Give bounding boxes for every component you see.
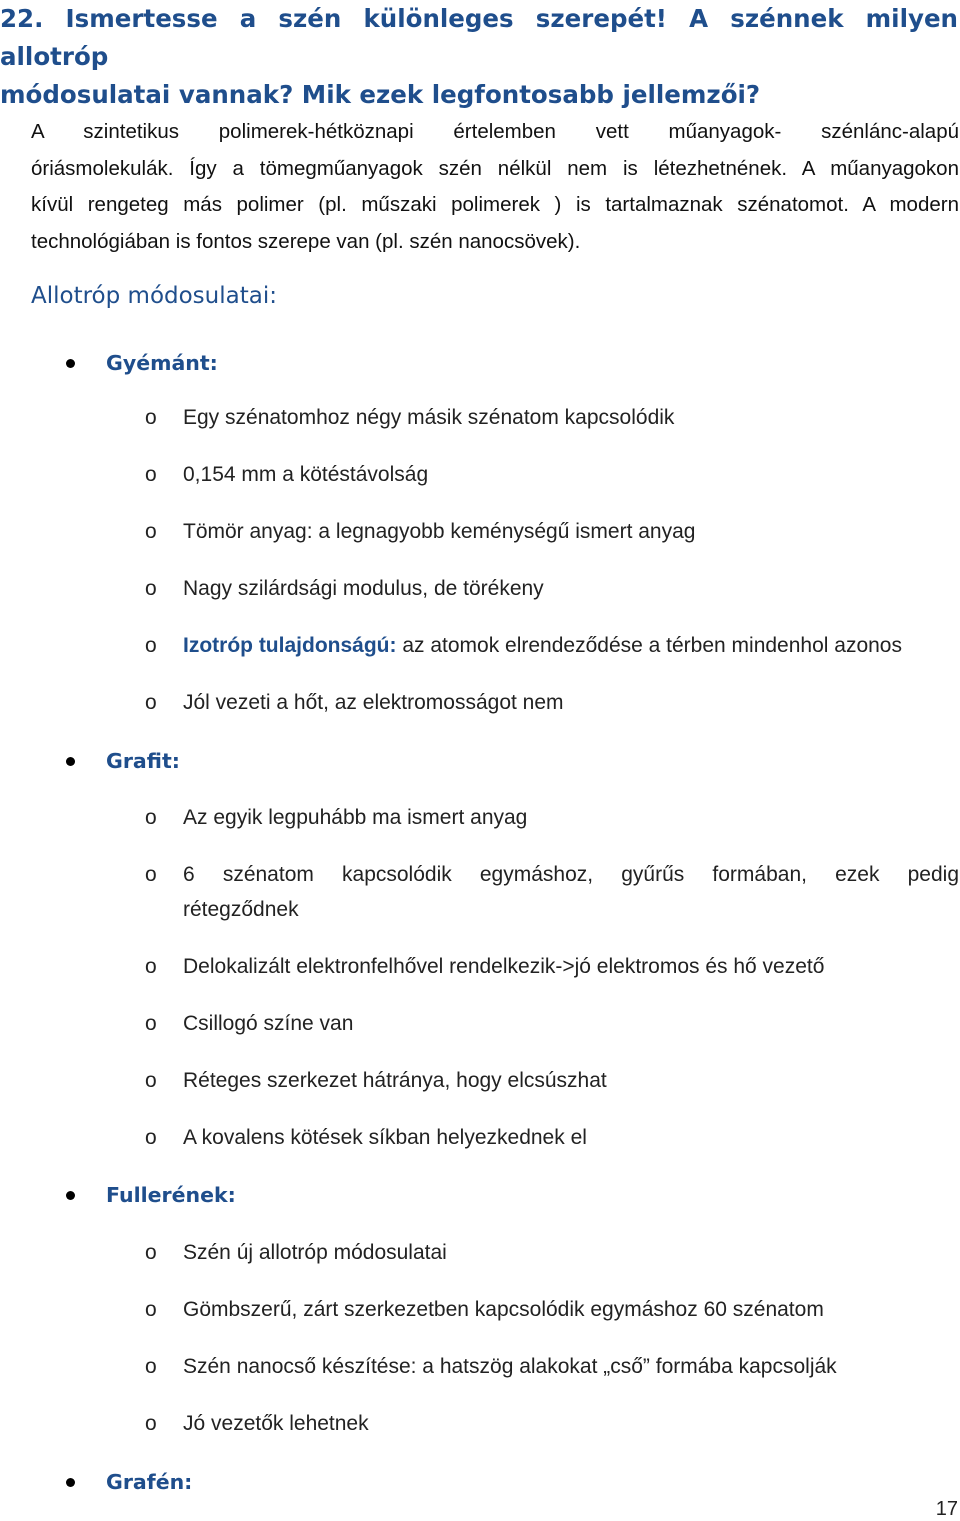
bullet-marker: o [145,691,157,714]
list-item-text: Tömör anyag: a legnagyobb keménységű ismert anyag [183,520,696,543]
list-item-text: Réteges szerkezet hátránya, hogy elcsúszhat [183,1069,607,1092]
list-item-text: A kovalens kötések síkban helyezkednek el [183,1126,587,1149]
category-label: Gyémánt: [106,351,218,375]
bullet-dot [66,757,75,766]
bullet-marker: o [145,634,157,657]
bullet-marker: o [145,1012,157,1035]
bullet-marker: o [145,406,157,429]
bullet-marker: o [145,1355,157,1378]
page-number: 17 [935,1498,958,1520]
list-item-text: Jó vezetők lehetnek [183,1412,369,1435]
category-label: Grafit: [106,749,180,773]
bullet-marker: o [145,955,157,978]
intro-line: technológiában is fontos szerepe van (pl. szén nanocsövek). [31,229,581,253]
list-item-text: 0,154 mm a kötéstávolság [183,463,429,486]
category-label: Fullerének: [106,1183,236,1207]
list-item-text: Nagy szilárdsági modulus, de törékeny [183,577,544,600]
term-description: az atomok elrendeződése a térben mindenhol azonos [396,634,902,657]
list-item-line: 6 szénatom kapcsolódik egymáshoz, gyűrűs formában, ezek pedig [183,863,959,886]
bullet-dot [66,1478,75,1487]
list-item-text: Jól vezeti a hőt, az elektromosságot nem [183,691,564,714]
heading-line-1: 22. Ismertesse a szén különleges szerepét! A szénnek milyen allotróp [0,4,958,71]
list-item-text: Szén nanocső készítése: a hatszög alakokat „cső” formába kapcsolják [183,1355,837,1378]
bullet-marker: o [145,463,157,486]
intro-line: A szintetikus polimerek-hétköznapi értelemben vett műanyagok- szénlánc-alapú [31,120,959,143]
bullet-marker: o [145,1069,157,1092]
list-item-text: Gömbszerű, zárt szerkezetben kapcsolódik egymáshoz 60 szénatom [183,1298,824,1321]
list-item-text: Az egyik legpuhább ma ismert anyag [183,806,528,829]
list-item-text [183,631,959,661]
intro-line: kívül rengeteg más polimer (pl. műszaki polimerek ) is tartalmaznak szénatomot. A modern [31,193,959,216]
list-item-text: Delokalizált elektronfelhővel rendelkezik->jó elektromos és hő vezető [183,955,825,978]
category-label: Grafén: [106,1470,193,1494]
list-item-text: Egy szénatomhoz négy másik szénatom kapcsolódik [183,406,675,429]
list-item-text [183,860,959,930]
list-item-text: Szén új allotróp módosulatai [183,1241,447,1264]
heading-line-2: módosulatai vannak? Mik ezek legfontosabb jellemzői? [0,80,761,109]
bullet-marker: o [145,1412,157,1435]
bullet-marker: o [145,577,157,600]
bullet-marker: o [145,863,157,886]
bullet-marker: o [145,520,157,543]
intro-paragraph [31,114,959,260]
bullet-marker: o [145,806,157,829]
page-heading [0,0,958,114]
bullet-dot [66,1191,75,1200]
bullet-dot [66,359,75,368]
intro-line: óriásmolekulák. Így a tömegműanyagok szén nélkül nem is létezhetnének. A műanyagokon [31,156,959,180]
list-item-text: Csillogó színe van [183,1012,354,1035]
list-item-line: rétegződnek [183,898,299,921]
section-title: Allotróp módosulatai: [31,283,277,309]
bullet-marker: o [145,1241,157,1264]
bullet-marker: o [145,1126,157,1149]
bullet-marker: o [145,1298,157,1321]
bold-term: Izotróp tulajdonságú: [183,634,397,657]
